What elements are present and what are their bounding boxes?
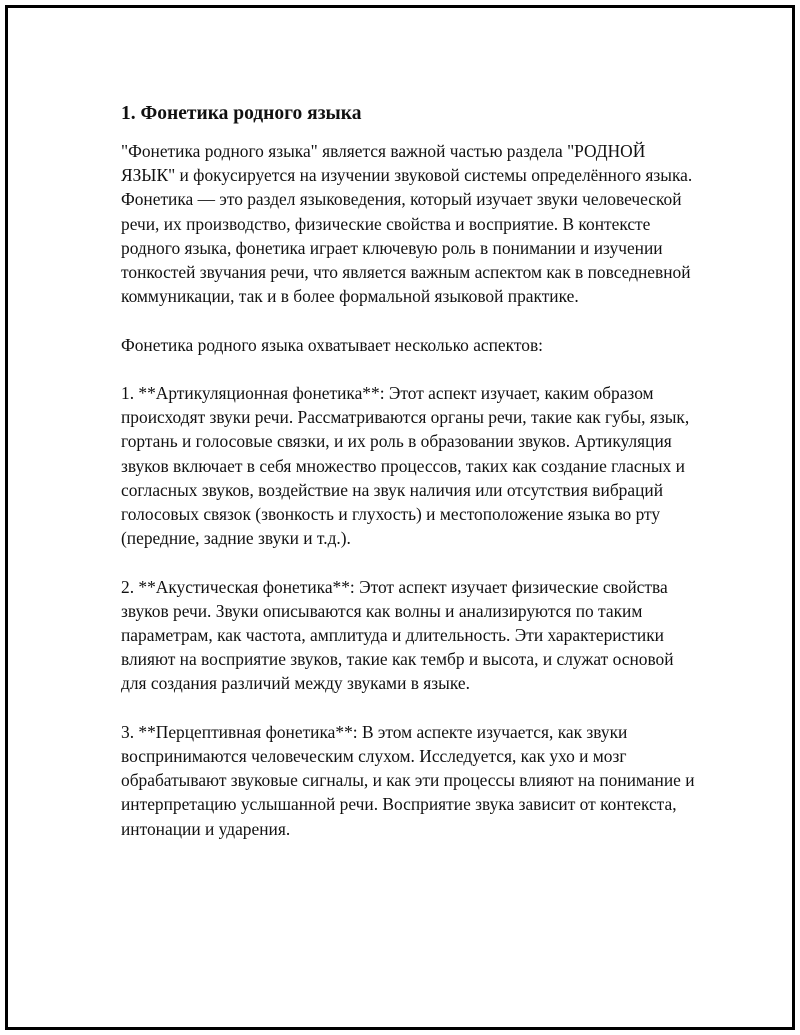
aspects-lead-paragraph: Фонетика родного языка охватывает несколько аспектов: <box>121 334 543 355</box>
acoustic-phonetics-paragraph: 2. **Акустическая фонетика**: Этот аспект изучает физические свойства звуков речи. Звуки описываются как волны и анализируются по таким параметрам, как частота, амплитуда и длительность. Эти характеристики влияют на восприятие звуков, такие как тембр и высота, и служат основой для создания различий между звуками в языке. <box>121 576 674 694</box>
intro-paragraph: "Фонетика родного языка" является важной частью раздела "РОДНОЙ ЯЗЫК" и фокусируется на изучении звуковой системы определённого языка. Фонетика — это раздел языковедения, который изучает звуки человеческой речи, их производство, физические свойства и восприятие. В контексте родного языка, фонетика играет ключевую роль в понимании и изучении тонкостей звучания речи, что является важным аспектом как в повседневной коммуникации, так и в более формальной языковой практике. <box>121 141 693 307</box>
page-frame <box>5 5 795 1030</box>
perceptual-phonetics-paragraph: 3. **Перцептивная фонетика**: В этом аспекте изучается, как звуки воспринимаются человеческим слухом. Исследуется, как ухо и мозг обрабатывают звуковые сигналы, и как эти процессы влияют на понимание и интерпретацию услышанной речи. Восприятие звука зависит от контекста, интонации и ударения. <box>121 721 695 839</box>
document-body <box>121 101 695 865</box>
section-heading: 1. Фонетика родного языка <box>121 103 362 124</box>
articulatory-phonetics-paragraph: 1. **Артикуляционная фонетика**: Этот аспект изучает, каким образом происходят звуки речи. Рассматриваются органы речи, такие как губы, язык, гортань и голосовые связки, и их роль в образовании звуков. Артикуляция звуков включает в себя множество процессов, таких как создание гласных и согласных звуков, воздействие на звук наличия или отсутствия вибраций голосовых связок (звонкость и глухость) и местоположение языка во рту (передние, задние звуки и т.д.). <box>121 383 690 549</box>
